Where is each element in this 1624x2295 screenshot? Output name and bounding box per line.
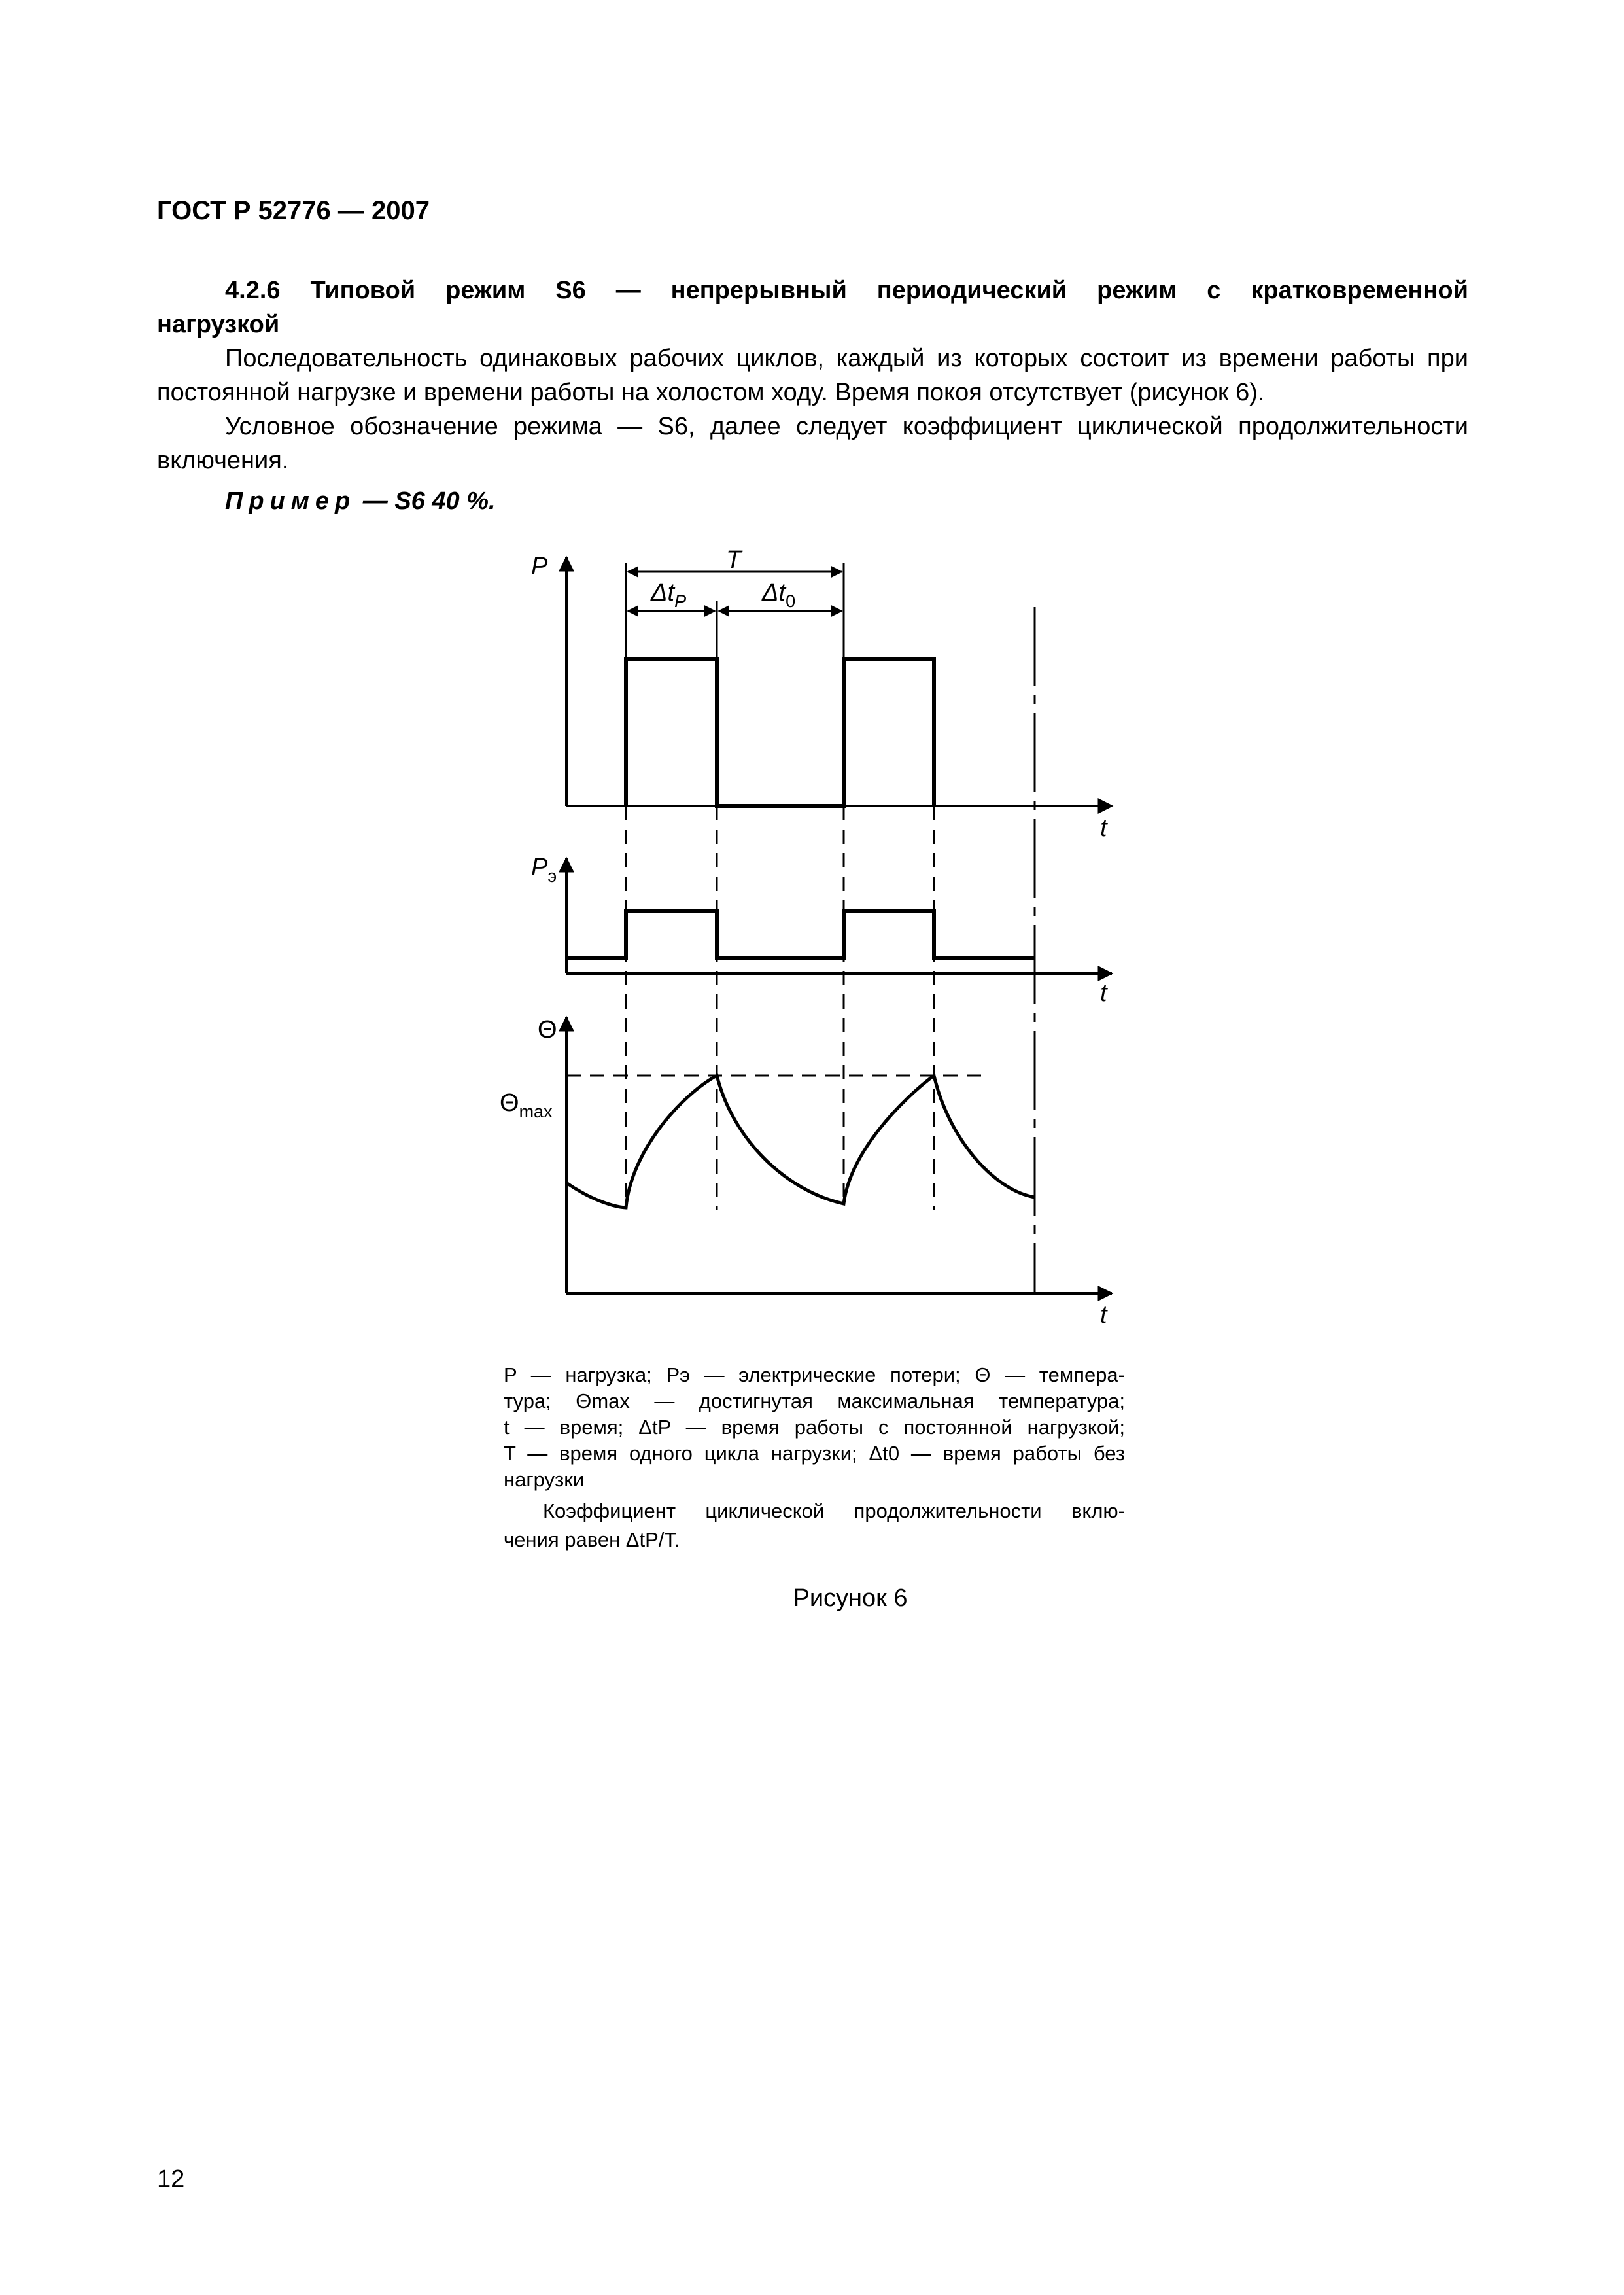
label-dt0-main: Δt — [762, 579, 786, 606]
paragraph-2-line1: Условное обозначение режима — S6, далее следует коэффициент циклической продолжительности — [225, 413, 1468, 440]
label-theta-max-main: Θ — [500, 1089, 519, 1117]
temperature-curve — [566, 1076, 1035, 1208]
label-t-3: t — [1100, 1301, 1107, 1329]
paragraph-1-line1: Последовательность одинаковых рабочих циклов, каждый из которых состоит из времени работы при — [225, 345, 1468, 372]
label-dt0-sub: 0 — [786, 591, 796, 611]
label-dtP-main: Δt — [651, 579, 675, 606]
legend-line-2: тура; Θmax — достигнутая максимальная температура; — [504, 1390, 1125, 1412]
label-dtP — [650, 579, 686, 611]
document-header: ГОСТ Р 52776 — 2007 — [157, 196, 430, 225]
label-Pe-sub: э — [547, 866, 557, 886]
label-t-2: t — [1100, 979, 1107, 1007]
page-number: 12 — [157, 2165, 185, 2193]
load-curve — [626, 659, 934, 806]
losses-curve — [566, 911, 1035, 958]
paragraph-1-line2: постоянной нагрузке и времени работы на холостом ходу. Время покоя отсутствует (рисунок 6). — [157, 379, 1265, 406]
legend-line-4: T — время одного цикла нагрузки; Δt0 — время работы без — [504, 1442, 1125, 1465]
label-theta-max-sub: max — [519, 1102, 553, 1121]
example-value: — S6 40 %. — [362, 487, 496, 515]
note-line-2: чения равен ΔtP/T. — [504, 1528, 680, 1551]
label-T: T — [726, 546, 742, 574]
label-theta-max — [500, 1089, 553, 1121]
example-label: Пример — [225, 487, 356, 515]
section-heading-line1: 4.2.6 Типовой режим S6 — непрерывный периодический режим с кратковременной — [225, 277, 1468, 304]
label-t-1: t — [1100, 815, 1107, 842]
label-P: P — [531, 553, 548, 580]
label-dt0 — [761, 579, 795, 611]
legend-line-5: нагрузки — [504, 1468, 585, 1491]
section-heading-line2: нагрузкой — [157, 311, 280, 338]
legend-line-3: t — время; ΔtP — время работы с постоянной нагрузкой; — [504, 1416, 1125, 1439]
legend-line-1: P — нагрузка; Pэ — электрические потери; Θ — темпера- — [504, 1363, 1125, 1386]
label-Pe-main: P — [531, 854, 548, 881]
label-theta: Θ — [538, 1016, 557, 1043]
figure-title: Рисунок 6 — [793, 1585, 908, 1612]
label-Pe — [531, 854, 557, 886]
paragraph-2-line2: включения. — [157, 447, 289, 474]
label-dtP-sub: P — [674, 591, 687, 611]
note-line-1: Коэффициент циклической продолжительности вклю- — [543, 1499, 1125, 1522]
